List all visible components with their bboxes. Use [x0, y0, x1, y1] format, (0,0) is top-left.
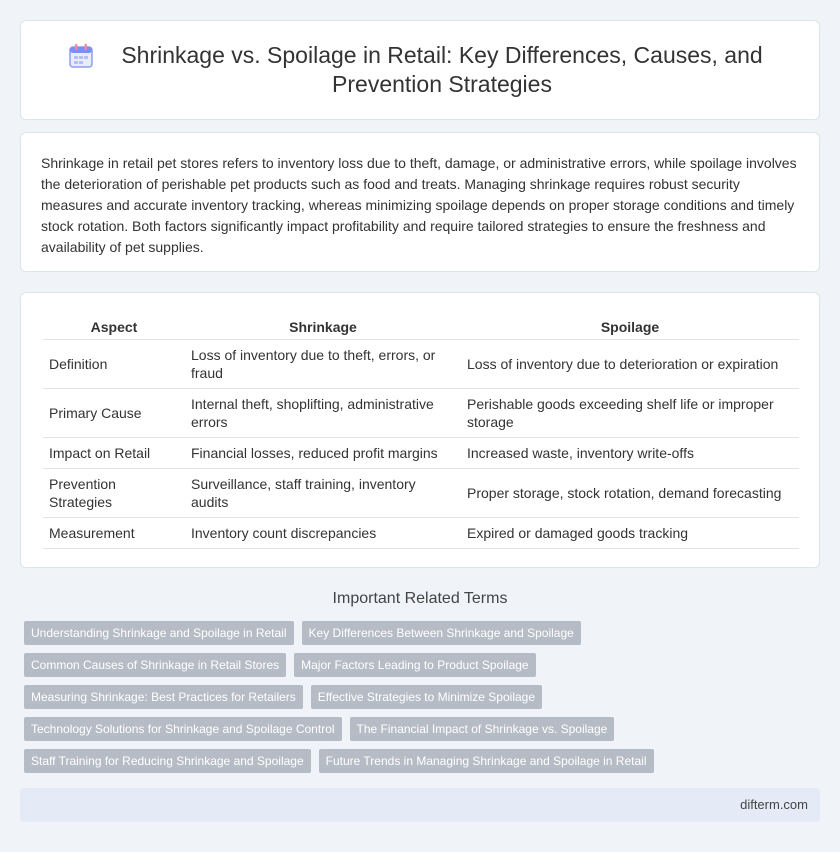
related-term-link[interactable]: Technology Solutions for Shrinkage and Spoilage Control [24, 717, 342, 741]
page-title: Shrinkage vs. Spoilage in Retail: Key Differences, Causes, and Prevention Strategies [121, 42, 763, 97]
table-cell: Increased waste, inventory write-offs [461, 438, 799, 469]
table-row [43, 469, 799, 518]
table-row [43, 340, 799, 389]
site-link[interactable]: difterm.com [740, 797, 808, 812]
intro-paragraph: Shrinkage in retail pet stores refers to inventory loss due to theft, damage, or administrative errors, while spoilage involves the deterioration of perishable pet products such as food and treats. Managing shrinkage requires robust security measures and accurate inventory tracking, whereas minimizing spoilage depends on proper storage conditions and timely stock rotation. Both factors significantly impact profitability and require tailored strategies to ensure the freshness and availability of pet supplies. [41, 155, 797, 255]
related-term-link[interactable]: Common Causes of Shrinkage in Retail Stores [24, 653, 286, 677]
calendar-icon [68, 43, 94, 69]
table-cell: Financial losses, reduced profit margins [185, 438, 461, 469]
title-wrap [60, 41, 780, 99]
comparison-table [43, 313, 799, 549]
table-cell: Loss of inventory due to theft, errors, or fraud [185, 340, 461, 389]
table-header-row [43, 313, 799, 340]
related-terms-list [24, 621, 824, 781]
related-term-link[interactable]: Effective Strategies to Minimize Spoilage [311, 685, 542, 709]
related-term-link[interactable]: Staff Training for Reducing Shrinkage and Spoilage [24, 749, 311, 773]
title-card [20, 20, 820, 120]
related-term-link[interactable]: Future Trends in Managing Shrinkage and Spoilage in Retail [319, 749, 654, 773]
table-row [43, 518, 799, 549]
comparison-table-card [20, 292, 820, 568]
table-row [43, 389, 799, 438]
related-term-link[interactable]: The Financial Impact of Shrinkage vs. Spoilage [350, 717, 615, 741]
tag-row [24, 717, 824, 741]
table-cell: Prevention Strategies [43, 469, 185, 518]
table-cell: Primary Cause [43, 389, 185, 438]
column-header-shrinkage: Shrinkage [185, 313, 461, 340]
table-cell: Loss of inventory due to deterioration or expiration [461, 340, 799, 389]
tag-row [24, 653, 824, 677]
table-cell: Inventory count discrepancies [185, 518, 461, 549]
related-term-link[interactable]: Understanding Shrinkage and Spoilage in Retail [24, 621, 294, 645]
table-cell: Perishable goods exceeding shelf life or improper storage [461, 389, 799, 438]
table-cell: Expired or damaged goods tracking [461, 518, 799, 549]
column-header-spoilage: Spoilage [461, 313, 799, 340]
related-term-link[interactable]: Key Differences Between Shrinkage and Spoilage [302, 621, 581, 645]
table-cell: Impact on Retail [43, 438, 185, 469]
table-cell: Internal theft, shoplifting, administrative errors [185, 389, 461, 438]
related-terms-heading: Important Related Terms [332, 590, 508, 607]
related-term-link[interactable]: Major Factors Leading to Product Spoilage [294, 653, 535, 677]
related-term-link[interactable]: Measuring Shrinkage: Best Practices for Retailers [24, 685, 303, 709]
column-header-aspect: Aspect [43, 313, 185, 340]
tag-row [24, 749, 824, 773]
table-cell: Definition [43, 340, 185, 389]
table-cell: Measurement [43, 518, 185, 549]
table-cell: Proper storage, stock rotation, demand forecasting [461, 469, 799, 518]
table-cell: Surveillance, staff training, inventory audits [185, 469, 461, 518]
intro-card [20, 132, 820, 272]
footer [20, 788, 820, 822]
tag-row [24, 621, 824, 645]
tag-row [24, 685, 824, 709]
table-row [43, 438, 799, 469]
